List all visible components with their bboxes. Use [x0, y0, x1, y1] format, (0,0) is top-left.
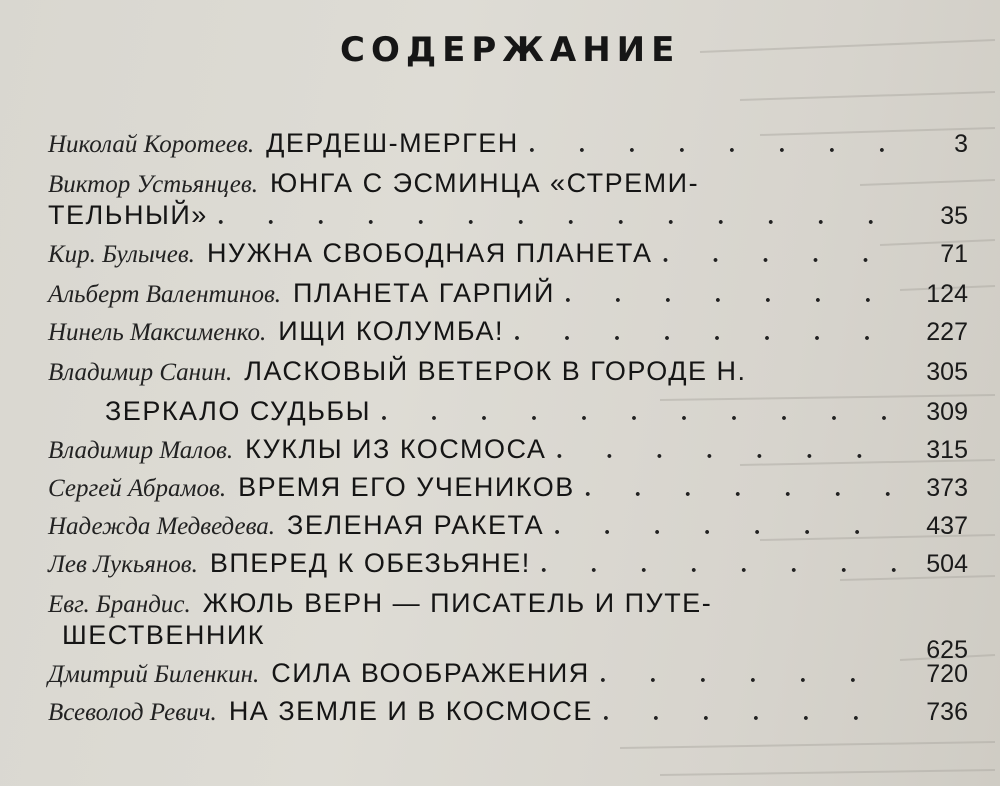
entry-title: ДЕРДЕШ-МЕРГЕН: [266, 128, 519, 158]
leader-dots: [218, 204, 900, 231]
entry-page: 124: [926, 280, 968, 308]
entry-title-continuation: ТЕЛЬНЫЙ»: [48, 200, 208, 230]
toc-entry: [48, 434, 968, 474]
entry-author: Владимир Санин.: [48, 359, 233, 386]
entry-author: Альберт Валентинов.: [48, 281, 282, 308]
entry-page: 3: [954, 130, 968, 158]
entry-title: КУКЛЫ ИЗ КОСМОСА: [245, 434, 547, 464]
toc-entry: [48, 510, 968, 550]
leader-dots: [556, 438, 900, 465]
leader-dots: [514, 320, 900, 347]
entry-author: Дмитрий Биленкин.: [48, 661, 260, 688]
leader-dots: [541, 552, 900, 579]
toc-entry: [48, 316, 968, 356]
entry-title: ЗЕРКАЛО СУДЬБЫ: [105, 396, 372, 426]
entry-page: 437: [926, 512, 968, 540]
entry-page: 373: [926, 474, 968, 502]
entry-author: Виктор Устьянцев.: [48, 171, 258, 198]
entry-title: ЮНГА С ЭСМИНЦА «СТРЕМИ-: [269, 168, 700, 198]
toc-entry: [48, 472, 968, 512]
entry-title: ЛАСКОВЫЙ ВЕТЕРОК В ГОРОДЕ Н.: [244, 356, 747, 386]
entry-page: 315: [926, 436, 968, 464]
toc-entry: [48, 548, 968, 588]
toc-entry: [48, 696, 968, 736]
entry-page: 35: [940, 202, 968, 230]
entry-author: Кир. Булычев.: [48, 241, 195, 268]
page-title: СОДЕРЖАНИЕ: [340, 30, 681, 70]
toc-entry: [105, 396, 968, 436]
entry-page: 309: [926, 398, 968, 426]
toc-entry: [48, 356, 968, 396]
leader-dots: [381, 400, 900, 427]
entry-title-continuation: ШЕСТВЕННИК: [62, 620, 265, 650]
leader-dots: [585, 476, 900, 503]
toc-entry: [48, 238, 968, 278]
entry-title: СИЛА ВООБРАЖЕНИЯ: [271, 658, 590, 688]
toc-entry: [48, 128, 968, 168]
entry-author: Лев Лукьянов.: [48, 551, 198, 578]
leader-dots: [600, 662, 900, 689]
entry-author: Сергей Абрамов.: [48, 475, 227, 502]
entry-author: Надежда Медведева.: [48, 513, 276, 540]
entry-title: НУЖНА СВОБОДНАЯ ПЛАНЕТА: [206, 238, 653, 268]
entry-title: НА ЗЕМЛЕ И В КОСМОСЕ: [228, 696, 593, 726]
leader-dots: [554, 514, 900, 541]
entry-page: 305: [926, 358, 968, 386]
entry-page: 227: [926, 318, 968, 346]
entry-author: Евг. Брандис.: [48, 591, 191, 618]
entry-page: 720: [926, 660, 968, 688]
toc-entry: [48, 278, 968, 318]
toc-entry-continuation: [62, 620, 968, 664]
entry-title: ВПЕРЕД К ОБЕЗЬЯНЕ!: [209, 548, 531, 578]
entry-page: 736: [926, 698, 968, 726]
leader-dots: [663, 242, 900, 269]
entry-author: Владимир Малов.: [48, 437, 234, 464]
entry-title: ВРЕМЯ ЕГО УЧЕНИКОВ: [238, 472, 575, 502]
entry-page: 625: [926, 636, 968, 664]
entry-title: ПЛАНЕТА ГАРПИЙ: [293, 278, 555, 308]
entry-author: Нинель Максименко.: [48, 319, 267, 346]
entry-page: 504: [926, 550, 968, 578]
toc-entry: [48, 658, 968, 698]
entry-title: ЖЮЛЬ ВЕРН — ПИСАТЕЛЬ И ПУТЕ-: [202, 588, 713, 618]
leader-dots: [529, 132, 900, 159]
leader-dots: [565, 282, 900, 309]
entry-title: ИЩИ КОЛУМБА!: [278, 316, 504, 346]
leader-dots: [603, 700, 900, 727]
entry-title: ЗЕЛЕНАЯ РАКЕТА: [287, 510, 545, 540]
entry-author: Николай Коротеев.: [48, 131, 255, 158]
entry-page: 71: [940, 240, 968, 268]
toc-entry-continuation: [48, 200, 968, 240]
entry-author: Всеволод Ревич.: [48, 699, 217, 726]
